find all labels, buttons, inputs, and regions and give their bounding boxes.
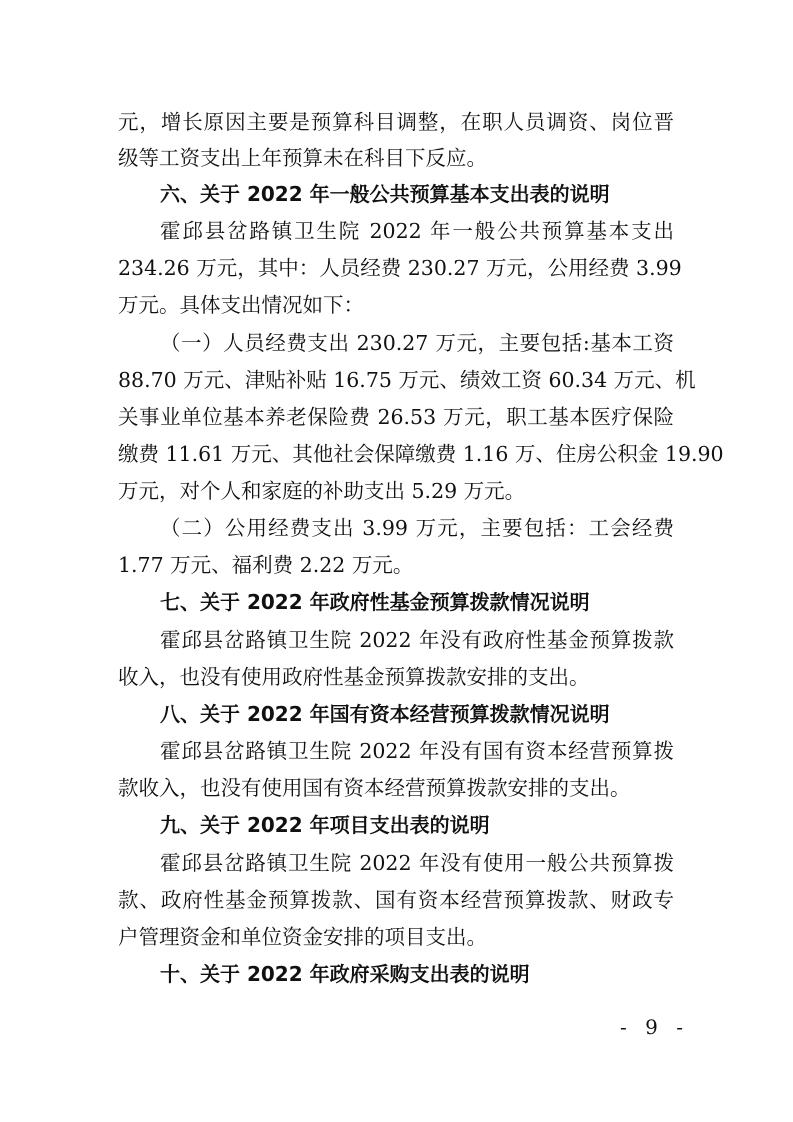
body-line: 缴费 11.61 万元、其他社会保障缴费 1.16 万、住房公积金 19.90 (118, 442, 724, 466)
body-line: 收入，也没有使用政府性基金预算拨款安排的支出。 (118, 665, 590, 689)
body-line: 元，增长原因主要是预算科目调整，在职人员调资、岗位晋 (118, 110, 674, 134)
body-line: 款、政府性基金预算拨款、国有资本经营预算拨款、财政专 (118, 888, 674, 912)
body-line: 1.77 万元、福利费 2.22 万元。 (118, 553, 414, 577)
body-line: 万元，对个人和家庭的补助支出 5.29 万元。 (118, 479, 526, 503)
body-line: （一）人员经费支出 230.27 万元，主要包括:基本工资 (160, 331, 674, 355)
body-line: 霍邱县岔路镇卫生院 2022 年一般公共预算基本支出 (160, 219, 674, 243)
body-line: 户管理资金和单位资金安排的项目支出。 (118, 925, 487, 949)
section-heading-9: 九、关于 2022 年项目支出表的说明 (160, 813, 490, 837)
body-line: 霍邱县岔路镇卫生院 2022 年没有使用一般公共预算拨 (160, 851, 674, 875)
section-heading-8: 八、关于 2022 年国有资本经营预算拨款情况说明 (160, 702, 610, 726)
body-line: （二）公用经费支出 3.99 万元，主要包括：工会经费 (160, 516, 674, 540)
section-heading-7: 七、关于 2022 年政府性基金预算拨款情况说明 (160, 590, 590, 614)
page-number: - 9 - (620, 1015, 689, 1039)
section-heading-6: 六、关于 2022 年一般公共预算基本支出表的说明 (160, 182, 610, 206)
body-line: 霍邱县岔路镇卫生院 2022 年没有政府性基金预算拨款 (160, 628, 674, 652)
section-heading-10: 十、关于 2022 年政府采购支出表的说明 (160, 962, 530, 986)
body-line: 级等工资支出上年预算未在科目下反应。 (118, 146, 487, 170)
body-line: 88.70 万元、津贴补贴 16.75 万元、绩效工资 60.34 万元、机 (118, 368, 696, 392)
body-line: 款收入，也没有使用国有资本经营预算拨款安排的支出。 (118, 776, 631, 800)
body-line: 234.26 万元，其中：人员经费 230.27 万元，公用经费 3.99 (118, 256, 682, 280)
body-line: 万元。具体支出情况如下： (118, 293, 364, 317)
body-line: 关事业单位基本养老保险费 26.53 万元，职工基本医疗保险 (118, 405, 674, 429)
body-line: 霍邱县岔路镇卫生院 2022 年没有国有资本经营预算拨 (160, 739, 674, 763)
